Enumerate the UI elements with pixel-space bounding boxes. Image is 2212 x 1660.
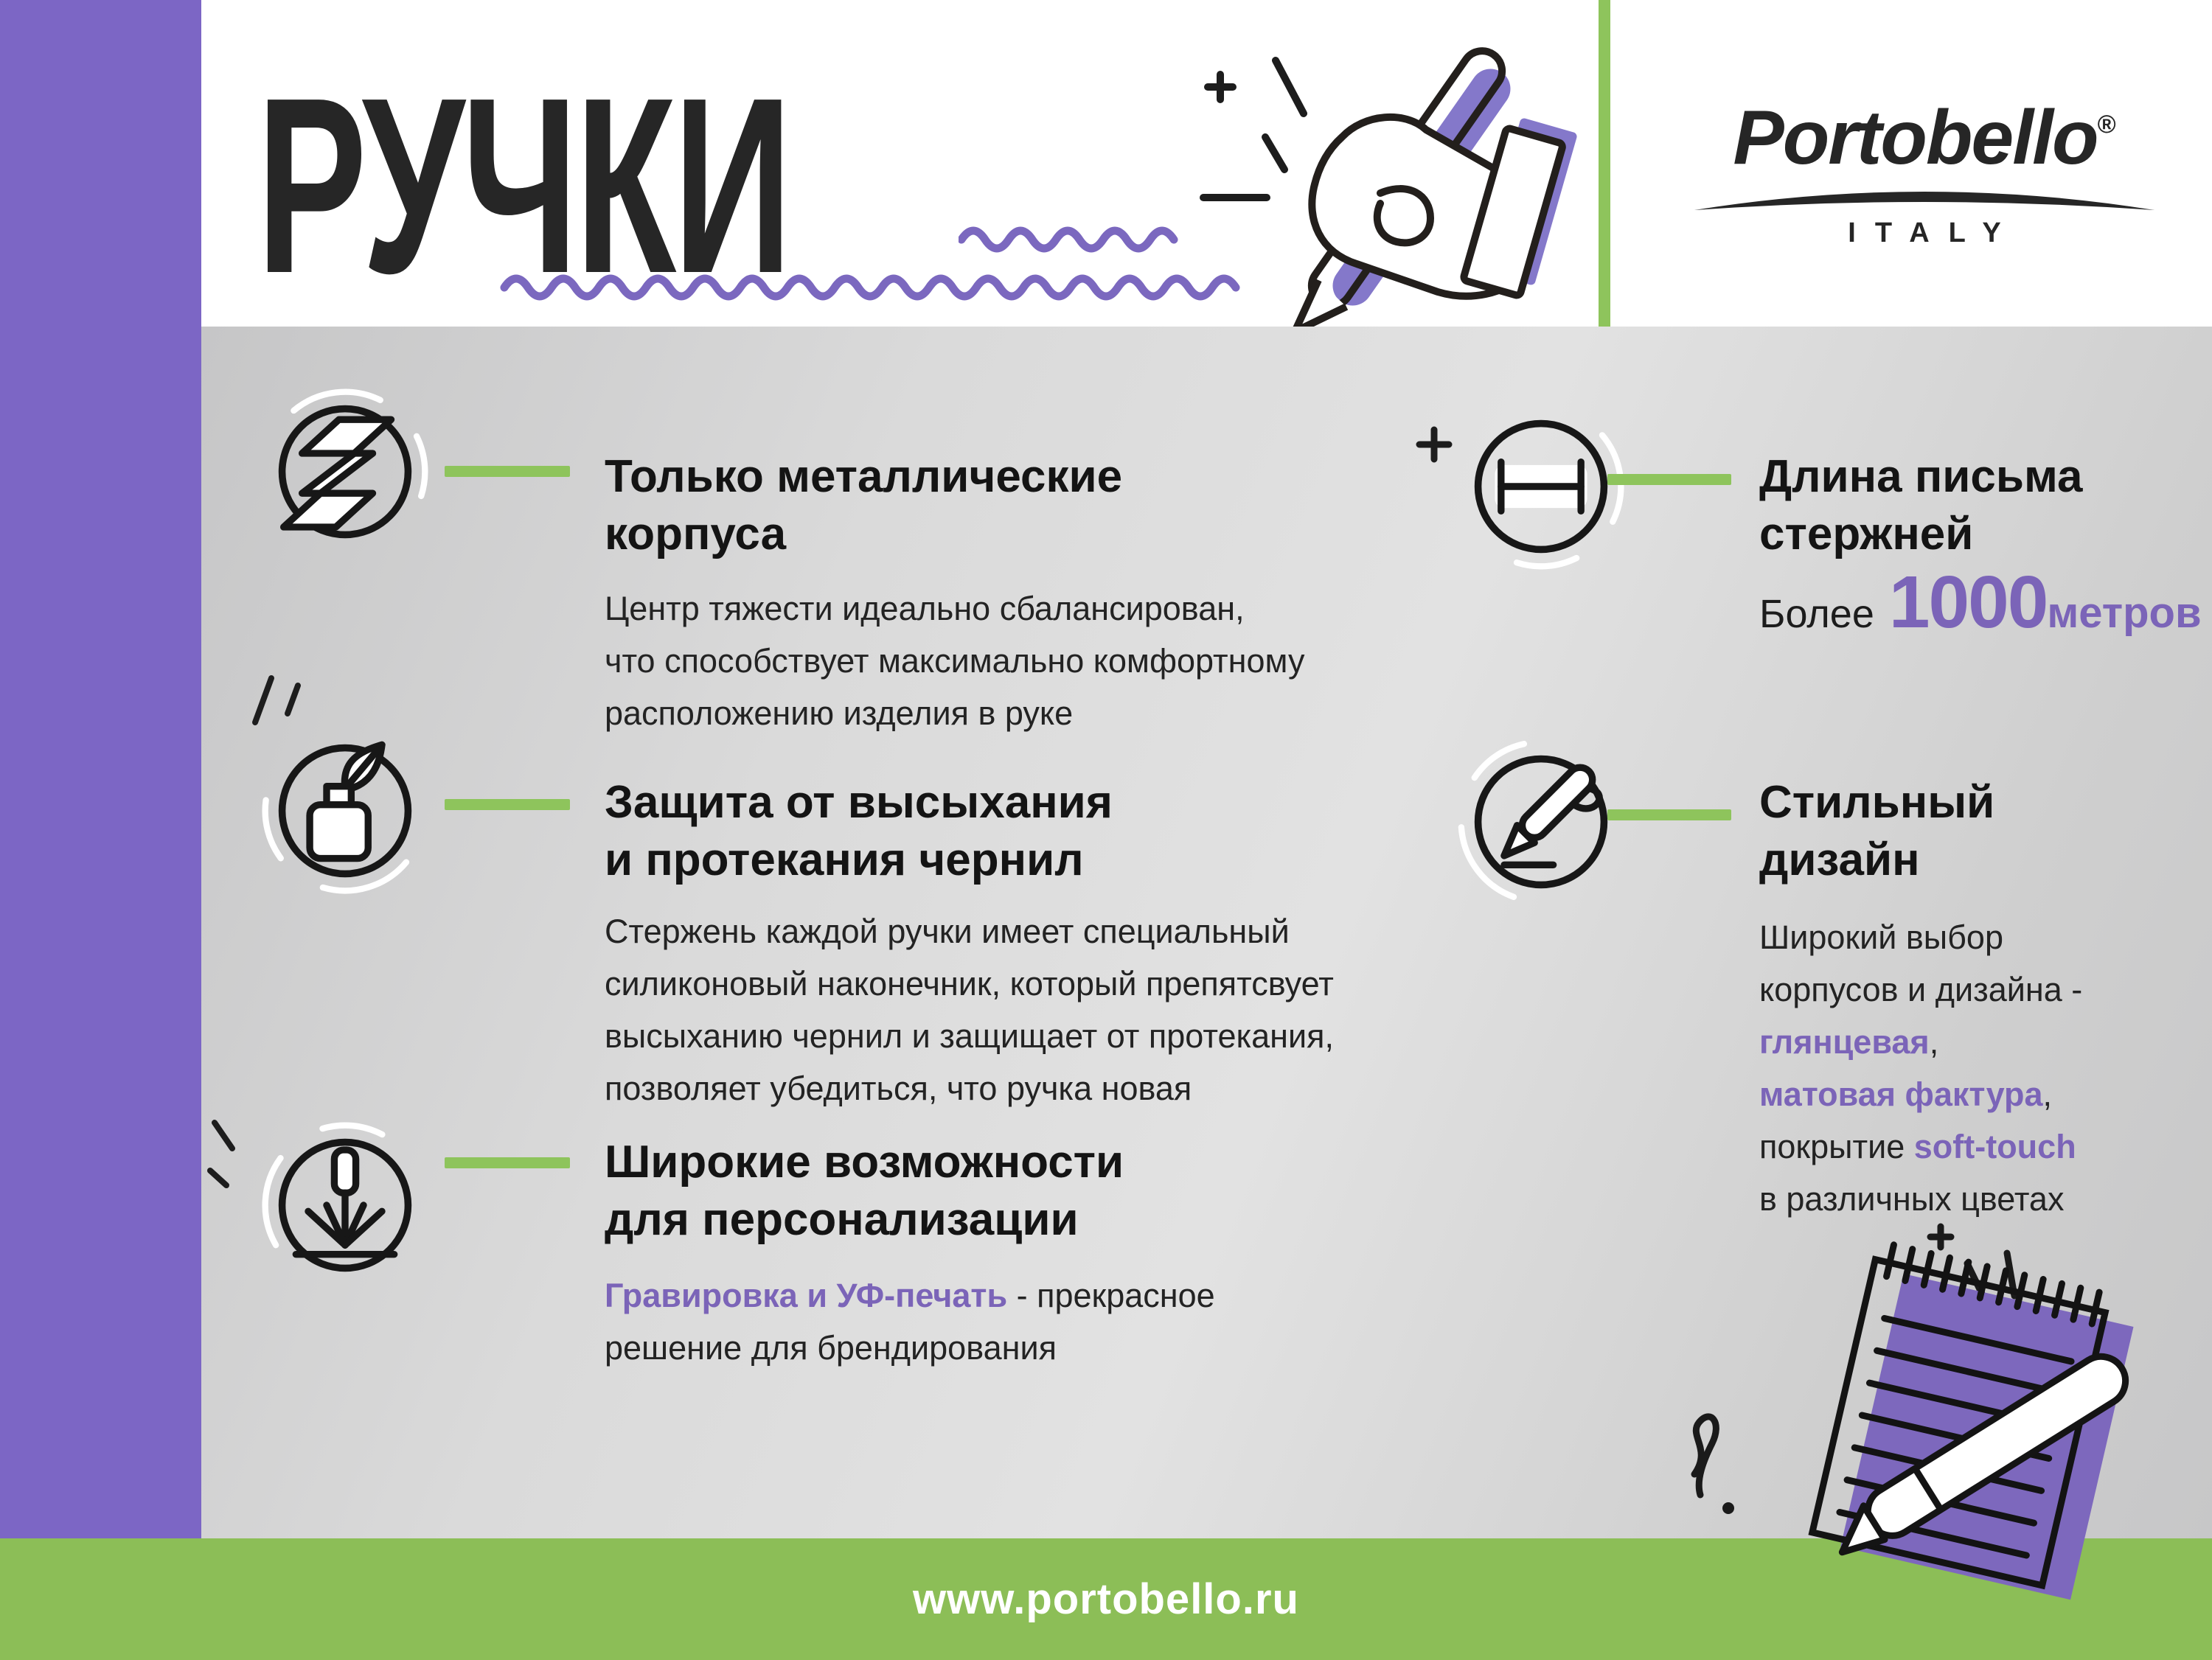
stat-prefix: Более	[1759, 592, 1874, 636]
squiggle-line	[1694, 1417, 1734, 1514]
writing-length-stat	[1759, 560, 2202, 645]
notebook-pen-illustration	[1674, 1215, 2190, 1613]
sparkle-icon	[1203, 60, 1304, 198]
connector-line	[445, 1157, 570, 1168]
laser-engraving-icon	[253, 1113, 437, 1297]
ink-protection-icon	[253, 719, 437, 903]
connector-line	[1607, 474, 1731, 485]
refill-length-icon	[1449, 394, 1633, 579]
logo-swoosh	[1688, 184, 2160, 216]
feature-title-ink: Защита от высыхания и протекания чернил	[605, 777, 1113, 885]
green-divider	[1599, 0, 1610, 327]
highlight-engraving: Гравировка и УФ-печать	[605, 1277, 1008, 1314]
brand-country: ITALY	[1848, 217, 2020, 248]
stylish-pen-icon	[1449, 730, 1633, 914]
stat-unit: метров	[2047, 589, 2202, 637]
feature-desc-personalization: Гравировка и УФ-печать - прекрасное решение для брендирования	[605, 1277, 1215, 1367]
registered-mark: ®	[2097, 111, 2116, 139]
highlight-soft-touch: soft-touch	[1913, 1128, 2076, 1165]
feature-desc-design: Широкий выбор корпусов и дизайна - глянцевая, матовая фактура, покрытие soft-touch в различных цветах	[1759, 918, 2083, 1218]
brand-logo	[1688, 94, 2160, 249]
connector-line	[445, 466, 570, 477]
feature-desc-metal: Центр тяжести идеально сбалансирован, что способствует максимально комфортному расположению изделия в руке	[605, 590, 1305, 732]
connector-line	[1607, 809, 1731, 820]
feature-desc-ink: Стержень каждой ручки имеет специальный силиконовый наконечник, который препятсвует высыханию чернил и защищает от протекания, позволяет убедиться, что ручка новая	[605, 913, 1335, 1107]
highlight-glossy: глянцевая	[1759, 1023, 1930, 1061]
feature-title-length: Длина письма стержней	[1759, 451, 2083, 559]
steel-beam-icon	[253, 380, 437, 564]
website-link[interactable]: www.portobello.ru	[913, 1575, 1299, 1623]
feature-title-personalization: Широкие возможности для персонализации	[605, 1137, 1124, 1245]
hand-writing-pen-illustration	[1121, 43, 1600, 338]
highlight-matte: матовая фактура	[1759, 1075, 2043, 1113]
page-title: РУЧКИ	[257, 46, 790, 326]
feature-title-metal: Только металлические корпуса	[605, 451, 1123, 559]
left-accent-bar	[0, 0, 201, 1538]
connector-line	[445, 799, 570, 810]
feature-title-design: Стильный дизайн	[1759, 777, 1995, 885]
stat-value: 1000	[1888, 561, 2048, 644]
brand-wordmark: Portobello	[1733, 95, 2098, 181]
header	[201, 0, 2212, 327]
thumb	[1377, 189, 1430, 243]
brand-wordmark-row	[1688, 94, 2160, 182]
